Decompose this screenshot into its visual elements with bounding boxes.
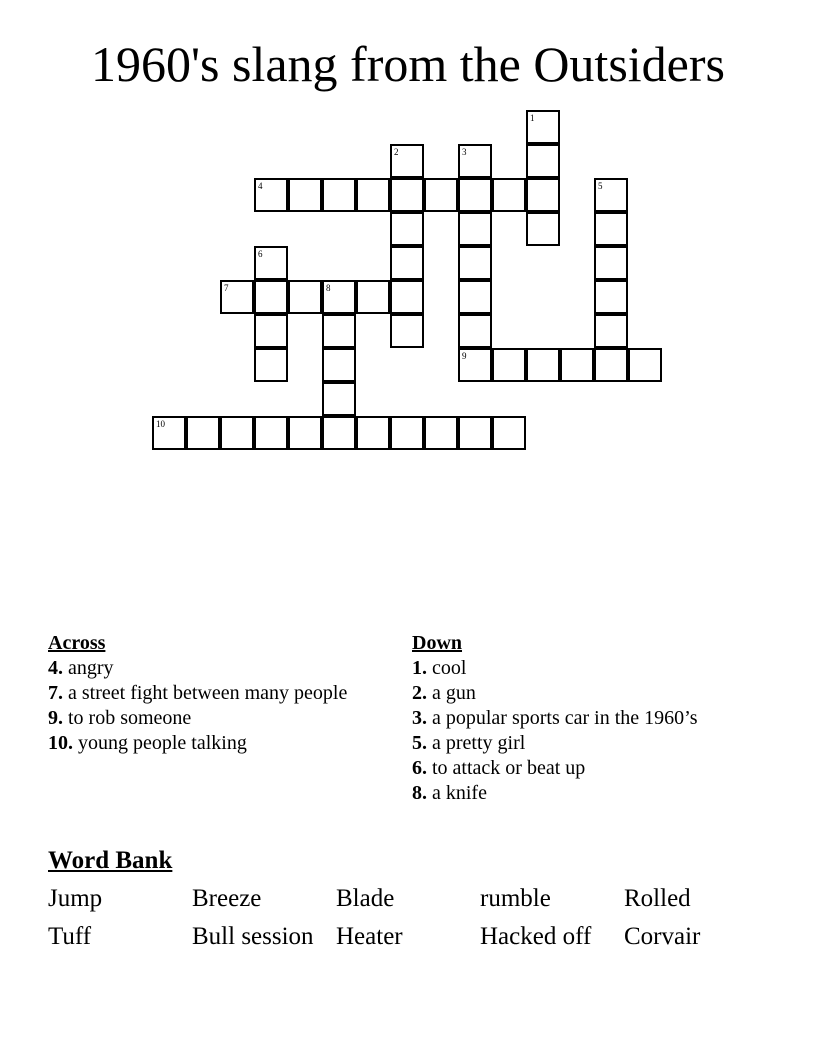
clue-number: 7 <box>224 283 229 293</box>
grid-cell[interactable] <box>220 280 254 314</box>
clue-number: 4 <box>258 181 263 191</box>
grid-cell[interactable] <box>526 144 560 178</box>
clue-text: to attack or beat up <box>432 757 586 779</box>
across-clue <box>48 707 368 729</box>
clue-text: a street fight between many people <box>68 682 348 704</box>
across-clue <box>48 657 368 679</box>
word-bank-item: Jump <box>48 885 103 912</box>
clue-number: 3 <box>462 147 467 157</box>
word-bank-item: Hacked off <box>480 923 592 950</box>
grid-cell[interactable] <box>254 178 288 212</box>
grid-cell[interactable] <box>390 280 424 314</box>
grid-cell[interactable] <box>526 348 560 382</box>
grid-cell[interactable] <box>356 178 390 212</box>
grid-cell[interactable] <box>526 110 560 144</box>
word-bank <box>48 884 778 952</box>
grid-cell[interactable] <box>322 280 356 314</box>
grid-cell[interactable] <box>322 416 356 450</box>
clue-number: 8 <box>326 283 331 293</box>
clue-text: a gun <box>432 682 476 704</box>
grid-cell[interactable] <box>356 416 390 450</box>
grid-cell[interactable] <box>594 314 628 348</box>
clue-number: 5 <box>598 181 603 191</box>
grid-cell[interactable] <box>526 178 560 212</box>
word-bank-title: Word Bank <box>48 847 173 874</box>
page-title: 1960's slang from the Outsiders <box>91 36 725 92</box>
grid-cell[interactable] <box>594 246 628 280</box>
clue-number: 2. <box>412 682 427 704</box>
grid-cell[interactable] <box>628 348 662 382</box>
grid-cell[interactable] <box>458 416 492 450</box>
clue-number: 7. <box>48 682 63 704</box>
clue-number: 2 <box>394 147 399 157</box>
grid-cell[interactable] <box>492 178 526 212</box>
grid-cell[interactable] <box>288 416 322 450</box>
grid-cell[interactable] <box>390 314 424 348</box>
grid-cell[interactable] <box>390 246 424 280</box>
across-clues <box>48 631 368 757</box>
down-clue <box>412 657 712 679</box>
grid-cell[interactable] <box>594 178 628 212</box>
grid-cell[interactable] <box>424 416 458 450</box>
clue-number: 4. <box>48 657 63 679</box>
grid-cell[interactable] <box>288 280 322 314</box>
clue-number: 10. <box>48 732 73 754</box>
grid-cell[interactable] <box>254 416 288 450</box>
clue-text: young people talking <box>78 732 247 754</box>
word-bank-item: Bull session <box>192 923 314 950</box>
grid-cell[interactable] <box>526 212 560 246</box>
clue-number: 10 <box>156 419 165 429</box>
down-clue <box>412 682 712 704</box>
across-heading: Across <box>48 632 106 654</box>
grid-cell[interactable] <box>594 212 628 246</box>
grid-cell[interactable] <box>220 416 254 450</box>
grid-cell[interactable] <box>458 144 492 178</box>
word-bank-item: Tuff <box>48 923 92 950</box>
grid-cell[interactable] <box>458 314 492 348</box>
down-clue <box>412 707 712 729</box>
grid-cell[interactable] <box>560 348 594 382</box>
clue-number: 1 <box>530 113 535 123</box>
grid-cell[interactable] <box>594 280 628 314</box>
word-bank-item: Corvair <box>624 923 701 950</box>
clue-number: 6 <box>258 249 263 259</box>
down-clue <box>412 732 712 754</box>
grid-cell[interactable] <box>322 348 356 382</box>
grid-cell[interactable] <box>322 382 356 416</box>
grid-cell[interactable] <box>390 416 424 450</box>
clue-number: 8. <box>412 782 427 804</box>
clue-number: 6. <box>412 757 427 779</box>
grid-cell[interactable] <box>458 246 492 280</box>
clue-number: 9. <box>48 707 63 729</box>
grid-cell[interactable] <box>254 314 288 348</box>
down-heading: Down <box>412 632 463 654</box>
grid-cell[interactable] <box>424 178 458 212</box>
grid-cell[interactable] <box>390 144 424 178</box>
clue-number: 9 <box>462 351 467 361</box>
grid-cell[interactable] <box>322 178 356 212</box>
word-bank-item: Blade <box>336 885 395 912</box>
down-clues <box>412 631 712 807</box>
word-bank-item: Rolled <box>624 885 691 912</box>
grid-cell[interactable] <box>492 416 526 450</box>
clue-number: 3. <box>412 707 427 729</box>
grid-cell[interactable] <box>390 212 424 246</box>
grid-cell[interactable] <box>390 178 424 212</box>
across-clue <box>48 682 368 704</box>
clue-text: to rob someone <box>68 707 192 729</box>
grid-cell[interactable] <box>458 280 492 314</box>
down-clue <box>412 782 712 804</box>
clue-text: cool <box>432 657 467 679</box>
clue-text: a popular sports car in the 1960’s <box>432 707 698 729</box>
clue-number: 5. <box>412 732 427 754</box>
grid-cell[interactable] <box>594 348 628 382</box>
grid-cell[interactable] <box>152 416 186 450</box>
down-clue <box>412 757 712 779</box>
grid-cell[interactable] <box>254 348 288 382</box>
crossword-grid <box>0 0 816 470</box>
across-clue <box>48 732 368 754</box>
grid-cell[interactable] <box>458 212 492 246</box>
grid-cell[interactable] <box>186 416 220 450</box>
grid-cell[interactable] <box>254 246 288 280</box>
word-bank-item: rumble <box>480 885 551 912</box>
clue-text: a pretty girl <box>432 732 526 754</box>
clue-text: a knife <box>432 782 487 804</box>
clue-text: angry <box>68 657 114 679</box>
word-bank-item: Heater <box>336 923 403 950</box>
grid-cell[interactable] <box>322 314 356 348</box>
grid-cell[interactable] <box>254 280 288 314</box>
grid-cell[interactable] <box>356 280 390 314</box>
grid-cell[interactable] <box>458 178 492 212</box>
word-bank-item: Breeze <box>192 885 262 912</box>
grid-cell[interactable] <box>492 348 526 382</box>
grid-cell[interactable] <box>458 348 492 382</box>
clue-number: 1. <box>412 657 427 679</box>
grid-cell[interactable] <box>288 178 322 212</box>
